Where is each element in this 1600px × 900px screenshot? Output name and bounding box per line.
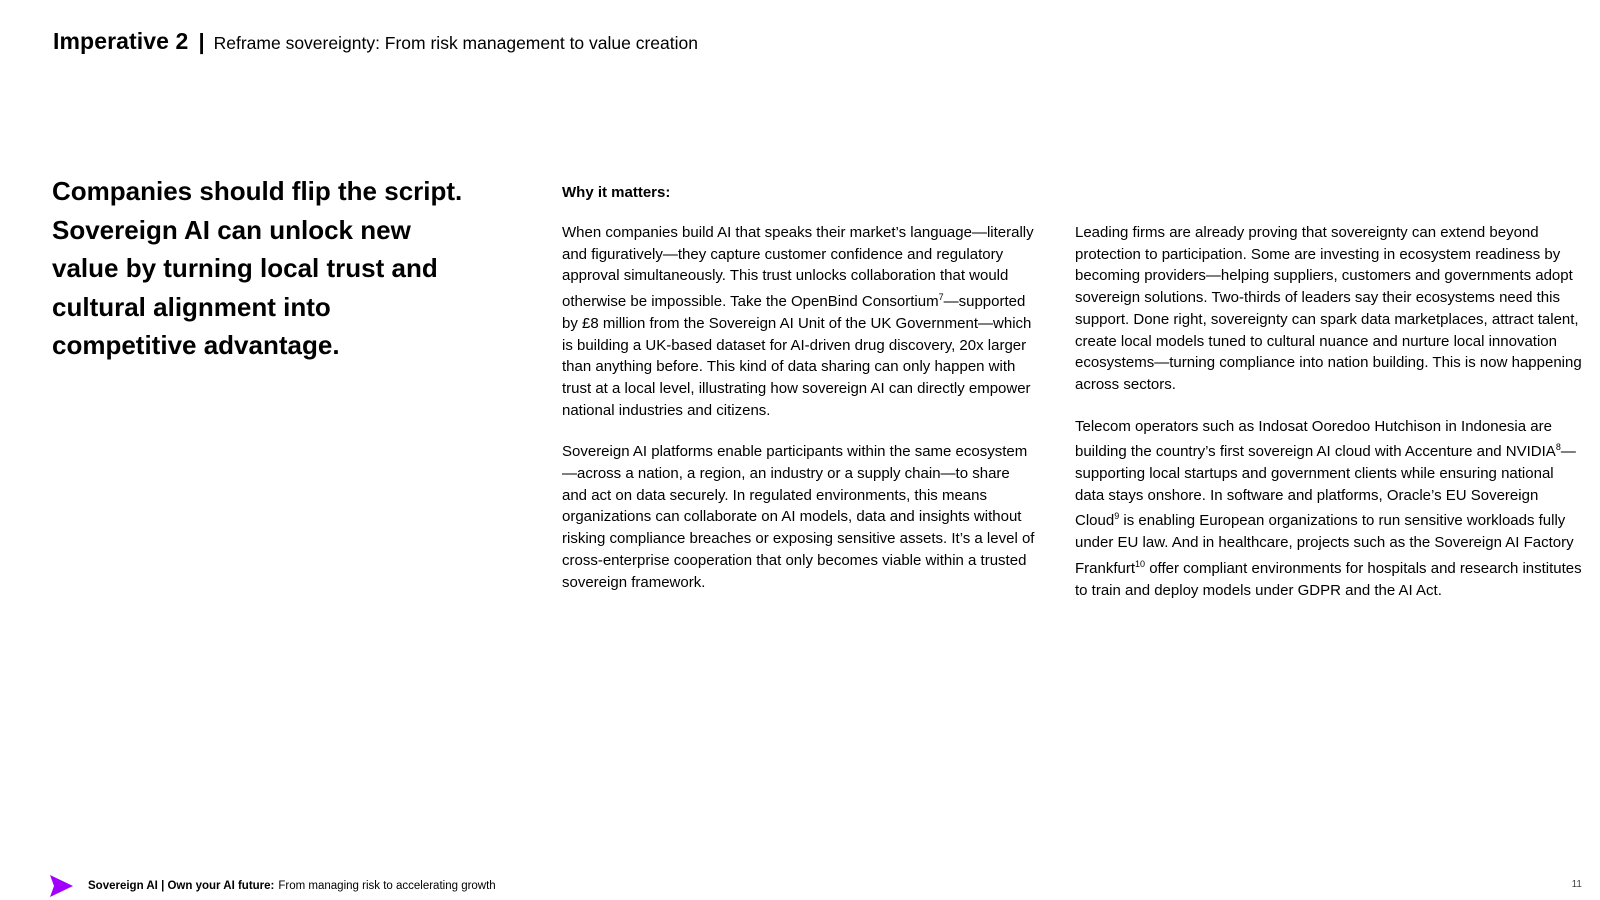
- footnote-9: 9: [1114, 511, 1120, 522]
- page-number: 11: [1571, 879, 1582, 890]
- right-paragraph-1: Leading firms are already proving that sovereignty can extend beyond protection to participation. Some are investing in ecosystem readiness by becoming providers—helping suppliers, customers and governments adopt sovereign solutions. Two-thirds of leaders say their ecosystems need this support. Done right, sovereignty can spark data marketplaces, attract talent, create local models tuned to cultural nuance and nurture local innovation ecosystems—turning compliance into nation building. This is now happening across sectors.: [1075, 224, 1582, 393]
- footnote-10: 10: [1135, 558, 1146, 569]
- footer-report-subtitle: From managing risk to accelerating growth: [278, 880, 496, 892]
- left-paragraph-1: [562, 222, 1038, 421]
- right-p2-text-b: —supporting local startups and government clients while ensuring national data stays onshore. In software and platforms, Oracle’s EU Sovereign Cloud: [1075, 443, 1576, 530]
- footnote-8: 8: [1555, 442, 1561, 453]
- header-subtitle: Reframe sovereignty: From risk management to value creation: [213, 33, 698, 53]
- imperative-label: Imperative 2: [53, 28, 189, 54]
- page-footer: [49, 874, 496, 898]
- right-p2-text-c: is enabling European organizations to run sensitive workloads fully under EU law. And in healthcare, projects such as the Sovereign AI Factory Frankfurt: [1075, 512, 1574, 577]
- why-it-matters-label: Why it matters:: [562, 184, 671, 201]
- footer-report-title: Sovereign AI | Own your AI future:: [88, 880, 275, 892]
- right-p2-text-a: Telecom operators such as Indosat Ooredoo Hutchison in Indonesia are building the country’s first sovereign AI cloud with Accenture and NVIDIA: [1075, 417, 1556, 461]
- left-p1-text-b: —supported by £8 million from the Sovereign AI Unit of the UK Government—which is building a UK-based dataset for AI-driven drug discovery, 20x larger than anything before. This kind of data sharing can only happen with trust at a local level, illustrating how sovereign AI can directly empower national industries and citizens.: [562, 293, 1032, 419]
- right-paragraph-2: [1075, 416, 1585, 602]
- main-headline: Companies should flip the script. Sovereign AI can unlock new value by turning local trust and cultural alignment into competitive advantage.: [52, 176, 463, 360]
- footnote-7: 7: [938, 292, 944, 303]
- accenture-logo-icon: [49, 874, 74, 898]
- right-p2-text-d: offer compliant environments for hospitals and research institutes to train and deploy models under GDPR and the AI Act.: [1075, 559, 1582, 599]
- header-separator: |: [198, 29, 205, 54]
- left-p1-text-a: When companies build AI that speaks their market’s language—literally and figuratively—they capture customer confidence and regulatory approval simultaneously. This trust unlocks collaboration that would otherwise be impossible. Take the OpenBind Consortium: [562, 224, 1034, 311]
- right-text-column: [1075, 222, 1585, 621]
- logo-chevron-shape: [50, 875, 73, 897]
- left-text-column: [562, 222, 1038, 613]
- left-paragraph-2: Sovereign AI platforms enable participants within the same ecosystem—across a nation, a region, an industry or a supply chain—to share and act on data securely. In regulated environments, this means organizations can collaborate on AI models, data and insights without risking compliance breaches or exposing sensitive assets. It’s a level of cross-enterprise cooperation that only becomes viable within a trusted sovereign framework.: [562, 443, 1035, 591]
- page-header: [53, 28, 698, 55]
